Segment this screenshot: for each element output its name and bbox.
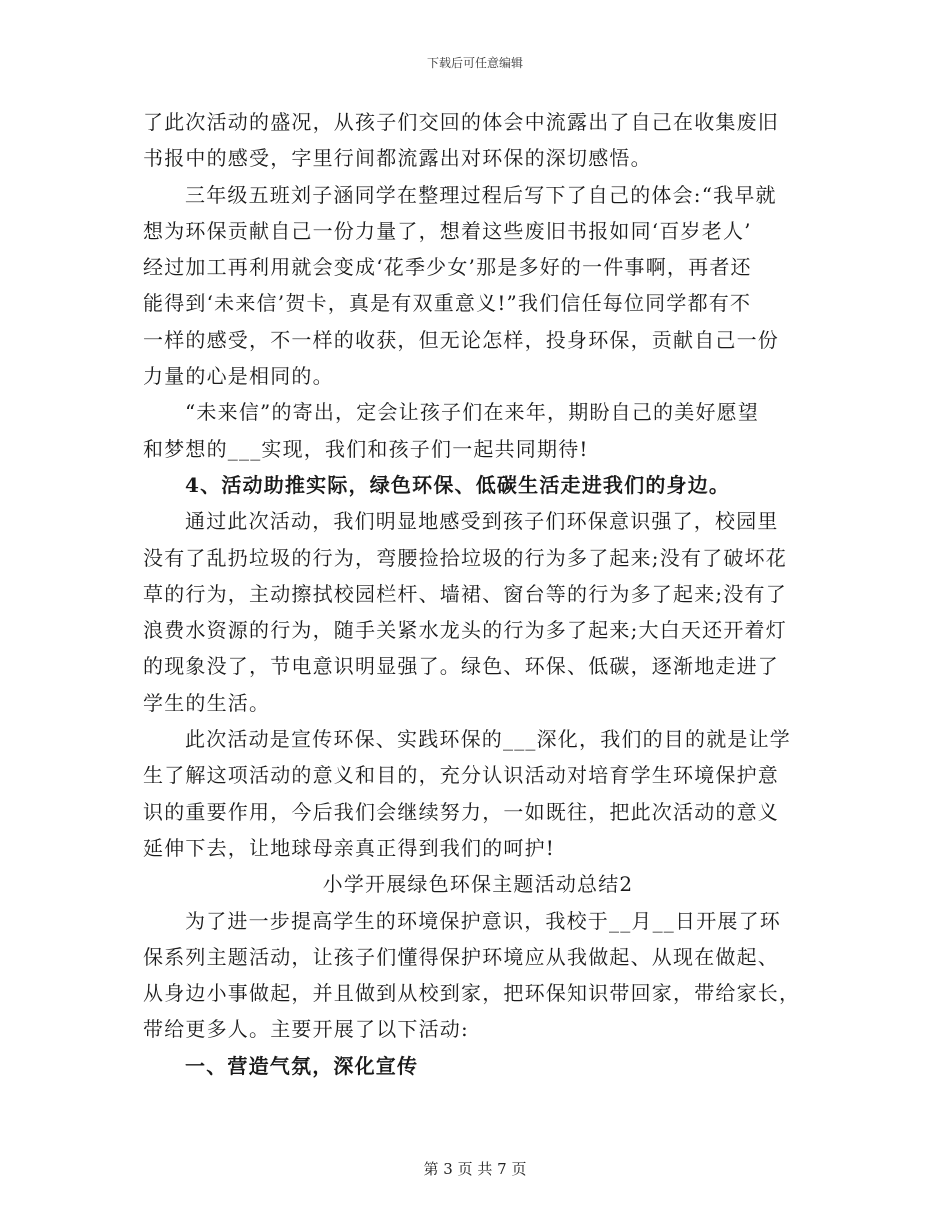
paragraph-line: 一样的感受，不一样的收获，但无论怎样，投身环保，贡献自己一份 — [143, 327, 779, 352]
section-heading: 4、活动助推实际，绿色环保、低碳生活走进我们的身边。 — [185, 472, 731, 497]
paragraph-line: 保系列主题活动，让孩子们懂得保护环境应从我做起、从现在做起、 — [143, 944, 779, 969]
document-body — [143, 104, 813, 1084]
page-footer: 第 3 页 共 7 页 — [423, 1160, 527, 1178]
paragraph-line: 了此次活动的盛况，从孩子们交回的体会中流露出了自己在收集废旧 — [143, 110, 779, 134]
paragraph-line: 学生的生活。 — [143, 690, 271, 715]
paragraph-line: 此次活动是宣传环保、实践环保的___深化，我们的目的就是让学 — [185, 727, 791, 752]
paragraph-line: 从身边小事做起，并且做到从校到家，把环保知识带回家，带给家长， — [143, 981, 801, 1006]
paragraph-line: “未来信”的寄出，定会让孩子们在来年，期盼自己的美好愿望 — [185, 400, 760, 425]
paragraph-line: 延伸下去，让地球母亲真正得到我们的呵护! — [143, 835, 556, 860]
paragraph-line: 想为环保贡献自己一份力量了，想着这些废旧书报如同‘百岁老人’ — [143, 218, 752, 243]
paragraph-line: 力量的心是相同的。 — [143, 364, 334, 389]
paragraph-line: 和梦想的___实现，我们和孩子们一起共同期待! — [143, 436, 589, 461]
paragraph-line: 浪费水资源的行为，随手关紧水龙头的行为多了起来;大白天还开着灯 — [143, 618, 787, 643]
paragraph-line: 带给更多人。主要开展了以下活动: — [143, 1017, 469, 1042]
page-header: 下载后可任意编辑 — [426, 56, 523, 70]
paragraph-line: 三年级五班刘子涵同学在整理过程后写下了自己的体会:“我早就 — [185, 182, 777, 207]
paragraph-line: 的现象没了，节电意识明显强了。绿色、环保、低碳，逐渐地走进了 — [143, 654, 779, 679]
paragraph-line: 为了进一步提高学生的环境保护意识，我校于__月__日开展了环 — [185, 908, 781, 933]
paragraph-line: 书报中的感受，字里行间都流露出对环保的深切感悟。 — [143, 146, 652, 171]
paragraph-line: 经过加工再利用就会变成‘花季少女’那是多好的一件事啊，再者还 — [143, 255, 752, 280]
document-title: 小学开展绿色环保主题活动总结2 — [322, 872, 634, 897]
paragraph-line: 通过此次活动，我们明显地感受到孩子们环保意识强了，校园里 — [185, 509, 779, 534]
paragraph-line: 草的行为，主动擦拭校园栏杆、墙裙、窗台等的行为多了起来;没有了 — [143, 581, 787, 606]
paragraph-line: 没有了乱扔垃圾的行为，弯腰捡拾垃圾的行为多了起来;没有了破坏花 — [143, 545, 787, 570]
paragraph-line: 识的重要作用，今后我们会继续努力，一如既往，把此次活动的意义 — [143, 799, 779, 824]
section-heading: 一、营造气氛，深化宣传 — [185, 1053, 419, 1078]
paragraph-line: 能得到‘未来信’贺卡，真是有双重意义!”我们信任每位同学都有不 — [143, 291, 752, 316]
paragraph-line: 生了解这项活动的意义和目的，充分认识活动对培育学生环境保护意 — [143, 763, 779, 788]
